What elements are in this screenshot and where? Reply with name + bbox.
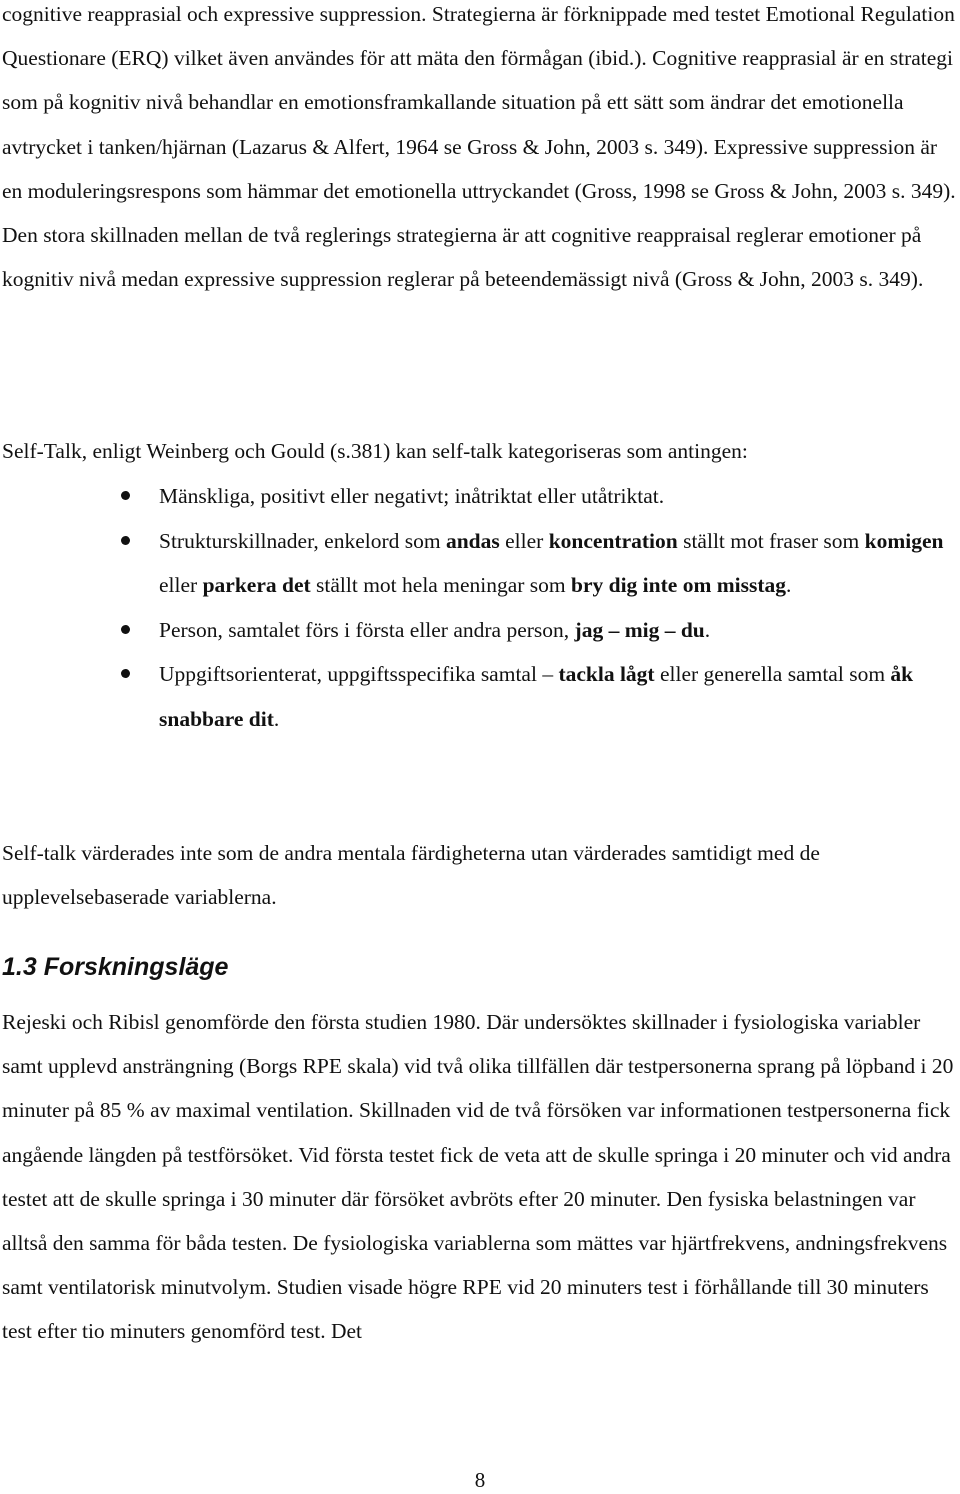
list-item-person [0,608,960,653]
list-item-human [0,474,960,519]
list-item-text: Uppgiftsorienterat, uppgiftsspecifika samtal – [159,662,559,686]
bold-term: komigen [864,528,944,553]
list-item-text: eller [499,528,549,553]
paragraph-emotion-regulation: cognitive reapprasial och expressive suppression. Strategierna är förknippade med testet Emotional Regulation Questionare (ERQ) vilket även användes för att mäta den förmågan (ibid.). Cognitive reapprasial är en strategi som på kognitiv nivå behandlar en emotionsframkallande situation på ett sätt som ändrar det emotionella avtrycket i tanken/hjärnan (Lazarus & Alfert, 1964 se Gross & John, 2003 s. 349). Expressive suppression är en moduleringsrespons som hämmar det emotionella uttryckandet (Gross, 1998 se Gross & John, 2003 s. 349). Den stora skillnaden mellan de två reglerings strategierna är att cognitive reappraisal reglerar emotioner på kognitiv nivå medan expressive suppression reglerar på beteendemässigt nivå (Gross & John, 2003 s. 349). [2,2,956,292]
section-heading: 1.3 Forskningsläge [2,953,229,981]
bold-term: koncentration [548,528,678,553]
self-talk-category-list [0,474,960,741]
page-number: 8 [474,1468,486,1492]
list-item-text: Person, samtalet förs i första eller andra person, [159,617,575,642]
list-item-text: . [704,617,711,642]
bullet-icon [121,491,130,500]
bold-term: bry dig inte om misstag [571,573,786,597]
bullet-icon [121,669,130,678]
paragraph-self-talk-evaluation: Self-talk värderades inte som de andra mentala färdigheterna utan värderades samtidigt med de upplevelsebaserade variablerna. [2,841,820,910]
list-item-text: . [786,573,792,597]
bold-term: åk snabbare dit [159,662,914,731]
list-item-text: eller [159,573,203,597]
paragraph-self-talk-intro: Self-Talk, enligt Weinberg och Gould (s.381) kan self-talk kategoriseras som antingen: [2,439,748,463]
list-item-text: Strukturskillnader, enkelord som [159,528,446,553]
list-item-task-oriented [0,652,960,741]
list-item-structure [0,519,960,608]
list-item-text: eller generella samtal som [654,662,891,686]
list-item-text: ställt mot fraser som [677,528,865,553]
bullet-icon [121,536,130,545]
list-item-text: Mänskliga, positivt eller negativt; inåtriktat eller utåtriktat. [159,484,665,508]
list-item-text: . [273,706,280,731]
bold-term: parkera det [202,573,311,597]
bullet-icon [121,625,130,634]
paragraph-research-overview: Rejeski och Ribisl genomförde den första studien 1980. Där undersöktes skillnader i fysiologiska variabler samt upplevd ansträngning (Borgs RPE skala) vid två olika tillfällen där testpersonerna sprang på löpband i 20 minuter på 85 % av maximal ventilation. Skillnaden vid de två försöken var informationen testpersonerna fick angående längden på testförsöket. Vid första testet fick de veta att de skulle springa i 20 minuter och vid andra testet att de skulle springa i 30 minuter där försöket avbröts efter 20 minuter. Den fysiska belastningen var alltså den samma för båda testen. De fysiologiska variablerna som mättes var hjärtfrekvens, andningsfrekvens samt ventilatorisk minutvolym. Studien visade högre RPE vid 20 minuters test i förhållande till 30 minuters test efter tio minuters genomförd test. Det [2,1010,954,1344]
bold-term: andas [445,528,500,553]
bold-term: jag – mig – du [574,617,705,642]
list-item-text: ställt mot hela meningar som [310,573,571,597]
bold-term: tackla lågt [558,662,655,686]
